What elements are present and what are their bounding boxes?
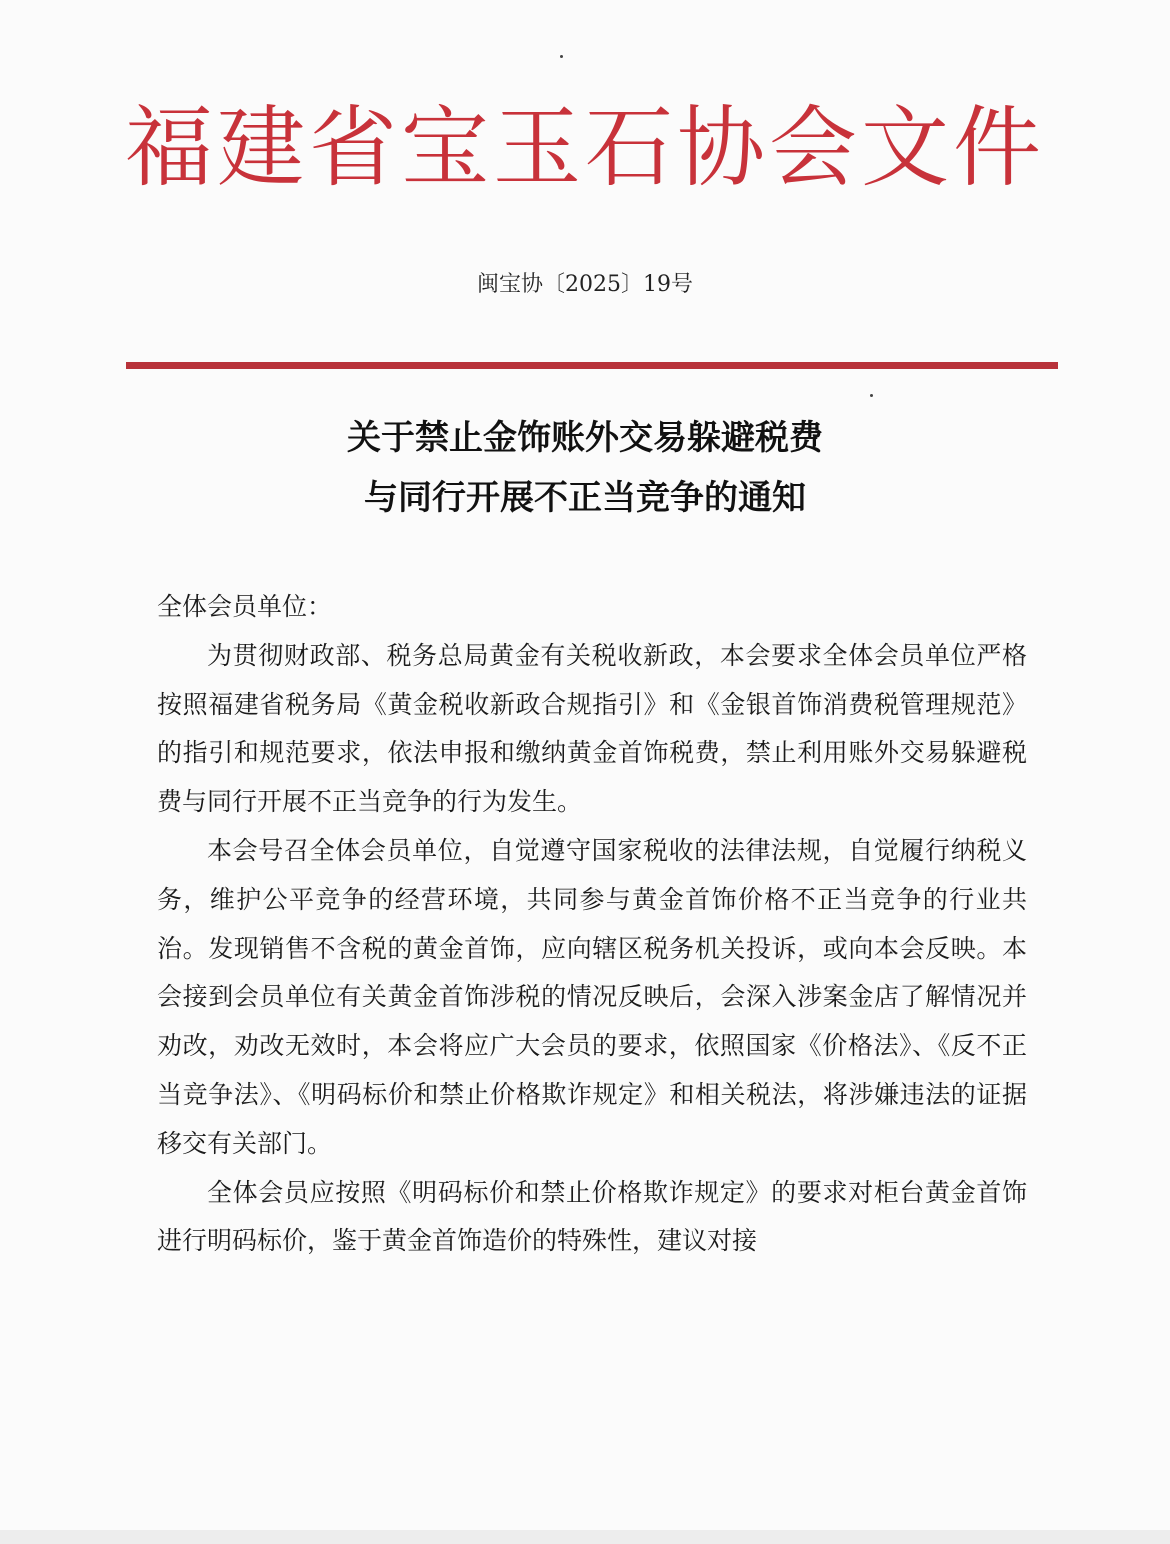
scan-speck bbox=[560, 55, 563, 58]
notice-title bbox=[0, 408, 1170, 528]
body-paragraph-1: 为贯彻财政部、税务总局黄金有关税收新政，本会要求全体会员单位严格按照福建省税务局《黄金税收新政合规指引》和《金银首饰消费税管理规范》的指引和规范要求，依法申报和缴纳黄金首饰税费，禁止利用账外交易躲避税费与同行开展不正当竞争的行为发生。 bbox=[157, 640, 1027, 817]
red-divider-line bbox=[126, 362, 1058, 369]
document-number: 闽宝协〔2025〕19号 bbox=[477, 272, 693, 297]
body-paragraph-3: 全体会员应按照《明码标价和禁止价格欺诈规定》的要求对柜台黄金首饰进行明码标价，鉴于黄金首饰造价的特殊性，建议对接 bbox=[157, 1177, 1027, 1256]
scan-speck bbox=[870, 394, 873, 397]
notice-title-line-2: 与同行开展不正当竞争的通知 bbox=[364, 478, 806, 518]
notice-body bbox=[157, 583, 1027, 1266]
notice-title-line-1: 关于禁止金饰账外交易躲避税费 bbox=[347, 418, 823, 458]
document-header-title: 福建省宝玉石协会文件 bbox=[124, 96, 1045, 199]
body-paragraph-2: 本会号召全体会员单位，自觉遵守国家税收的法律法规，自觉履行纳税义务，维护公平竞争的经营环境，共同参与黄金首饰价格不正当竞争的行业共治。发现销售不含税的黄金首饰，应向辖区税务机关投诉，或向本会反映。本会接到会员单位有关黄金首饰涉税的情况反映后，会深入涉案金店了解情况并劝改，劝改无效时，本会将应广大会员的要求，依照国家《价格法》、《反不正当竞争法》、《明码标价和禁止价格欺诈规定》和相关税法，将涉嫌违法的证据移交有关部门。 bbox=[157, 835, 1027, 1158]
salutation: 全体会员单位： bbox=[157, 592, 333, 621]
